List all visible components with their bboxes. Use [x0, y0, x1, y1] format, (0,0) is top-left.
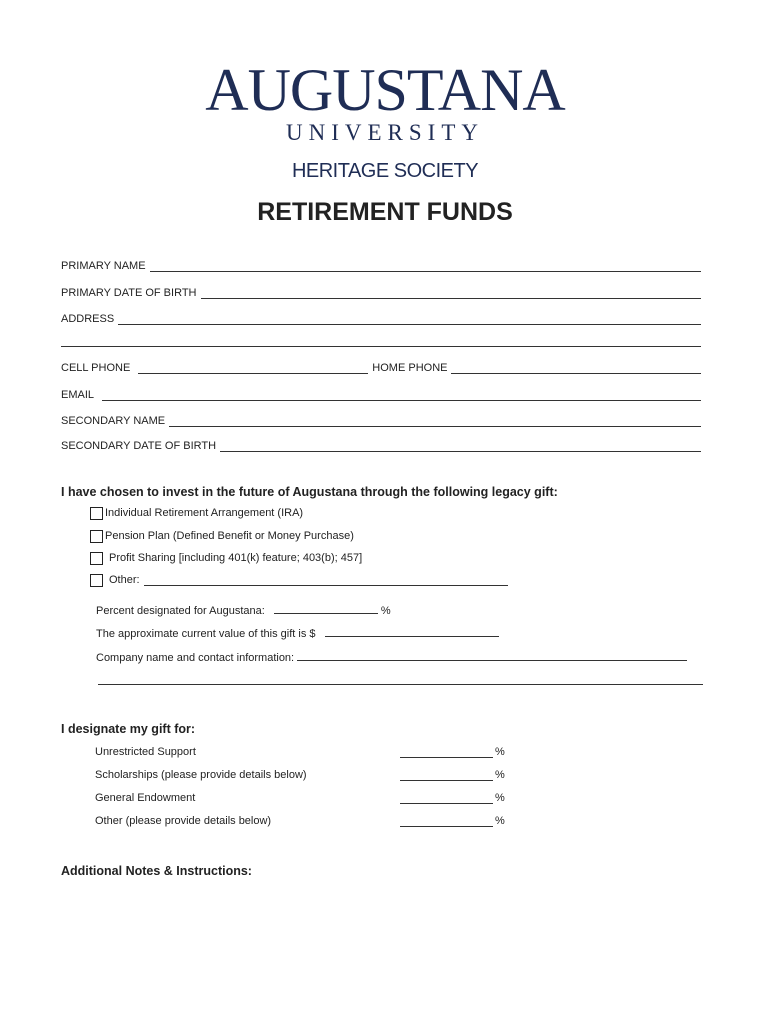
- company-label: Company name and contact information:: [96, 652, 295, 664]
- home-phone-label: HOME PHONE: [372, 362, 448, 374]
- profit-sharing-label: Profit Sharing [including 401(k) feature; 403(b); 457]: [109, 552, 363, 564]
- primary-name-line[interactable]: [150, 259, 701, 272]
- logo-subtitle: UNIVERSITY: [286, 120, 484, 145]
- option-pension[interactable]: [90, 527, 354, 545]
- address-line[interactable]: [118, 312, 701, 325]
- designation-percent-sign: %: [495, 746, 505, 758]
- company-row: [96, 650, 687, 664]
- gift-value-label: The approximate current value of this gift is $: [96, 628, 316, 640]
- designation-item: Other (please provide details below): [95, 815, 272, 827]
- percent-designated-row: [96, 603, 391, 617]
- ira-label: Individual Retirement Arrangement (IRA): [105, 507, 304, 519]
- designation-item: General Endowment: [95, 792, 196, 804]
- secondary-name-label: SECONDARY NAME: [61, 415, 166, 427]
- logo-wordmark: AUGUSTANA: [205, 57, 565, 123]
- designation-percent-sign: %: [495, 769, 505, 781]
- option-profit-sharing[interactable]: [90, 549, 362, 567]
- home-phone-line[interactable]: [451, 361, 701, 374]
- email-field[interactable]: [61, 385, 701, 401]
- address-line-2[interactable]: [61, 346, 701, 347]
- company-line-2[interactable]: [98, 684, 703, 685]
- percent-designated-label: Percent designated for Augustana:: [96, 605, 265, 617]
- designation-percent-line[interactable]: [400, 747, 493, 758]
- pension-label: Pension Plan (Defined Benefit or Money Purchase): [105, 530, 354, 542]
- option-other[interactable]: [90, 571, 508, 589]
- option-ira[interactable]: [90, 504, 303, 522]
- other-label: Other:: [109, 574, 140, 586]
- email-line[interactable]: [102, 388, 701, 401]
- address-label: ADDRESS: [61, 313, 115, 325]
- page-title: RETIREMENT FUNDS: [257, 198, 513, 226]
- ira-checkbox[interactable]: [90, 507, 103, 520]
- designation-percent[interactable]: [400, 769, 505, 781]
- primary-dob-field[interactable]: [61, 283, 701, 299]
- gift-value-row: [96, 626, 499, 640]
- augustana-logo: [0, 58, 770, 146]
- primary-dob-label: PRIMARY DATE OF BIRTH: [61, 287, 197, 299]
- secondary-dob-label: SECONDARY DATE OF BIRTH: [61, 440, 217, 452]
- designation-percent-line[interactable]: [400, 770, 493, 781]
- designation-percent-sign: %: [495, 815, 505, 827]
- secondary-dob-line[interactable]: [220, 439, 701, 452]
- society-title: HERITAGE SOCIETY: [291, 160, 479, 182]
- pension-checkbox[interactable]: [90, 530, 103, 543]
- other-checkbox[interactable]: [90, 574, 103, 587]
- secondary-name-line[interactable]: [169, 414, 701, 427]
- designation-heading: I designate my gift for:: [61, 722, 196, 736]
- designation-percent-sign: %: [495, 792, 505, 804]
- percent-designated-line[interactable]: [274, 603, 378, 614]
- designation-percent-line[interactable]: [400, 793, 493, 804]
- designation-item: Unrestricted Support: [95, 746, 196, 758]
- company-line[interactable]: [297, 650, 687, 661]
- phone-row: [61, 358, 701, 374]
- address-field[interactable]: [61, 309, 701, 325]
- notes-heading: Additional Notes & Instructions:: [61, 864, 252, 878]
- other-line[interactable]: [144, 575, 508, 586]
- legacy-heading: I have chosen to invest in the future of Augustana through the following legacy gift:: [61, 485, 558, 499]
- primary-name-label: PRIMARY NAME: [61, 260, 146, 272]
- email-label: EMAIL: [61, 389, 95, 401]
- designation-item: Scholarships (please provide details below): [95, 769, 307, 781]
- secondary-name-field[interactable]: [61, 411, 701, 427]
- percent-sign: %: [380, 605, 391, 617]
- cell-phone-label: CELL PHONE: [61, 362, 131, 374]
- primary-name-field[interactable]: [61, 256, 701, 272]
- designation-percent[interactable]: [400, 815, 505, 827]
- secondary-dob-field[interactable]: [61, 436, 701, 452]
- profit-sharing-checkbox[interactable]: [90, 552, 103, 565]
- designation-percent[interactable]: [400, 792, 505, 804]
- gift-value-line[interactable]: [325, 626, 499, 637]
- designation-percent-line[interactable]: [400, 816, 493, 827]
- primary-dob-line[interactable]: [201, 286, 702, 299]
- cell-phone-line[interactable]: [138, 361, 368, 374]
- designation-percent[interactable]: [400, 746, 505, 758]
